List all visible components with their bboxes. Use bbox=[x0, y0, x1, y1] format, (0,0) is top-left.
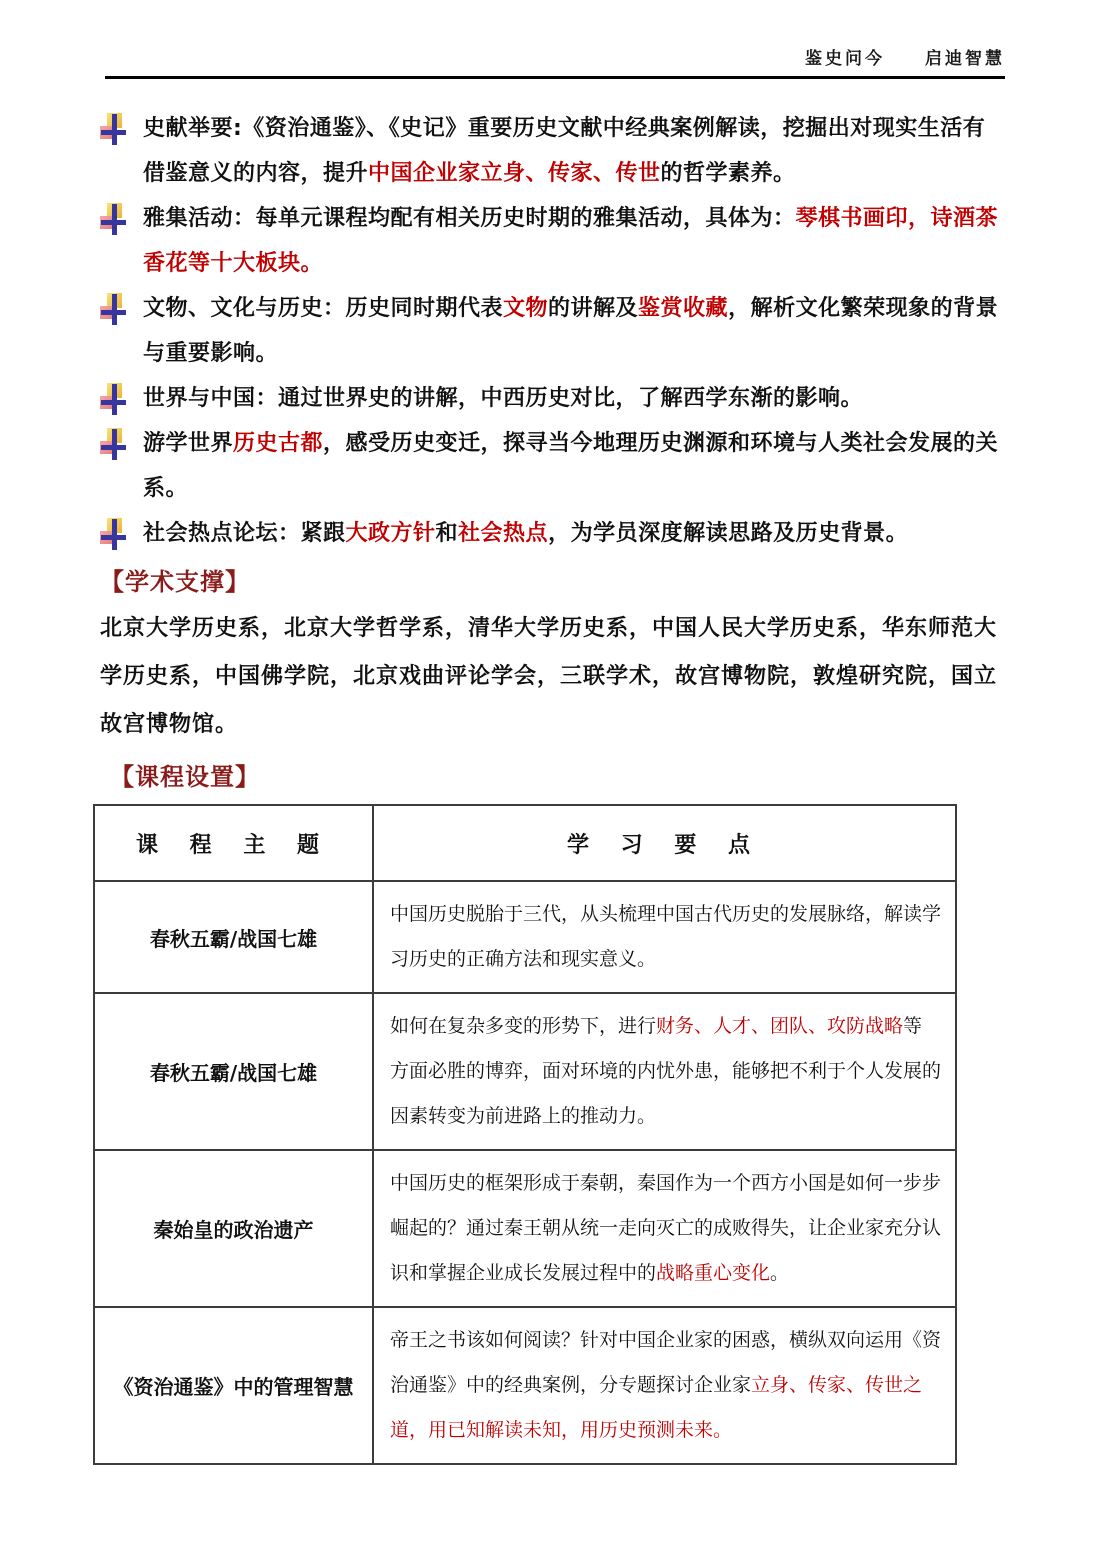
text-segment: ，感受历史变迁，探寻当今地理历史渊源和环境与人类社会发展的关系。 bbox=[143, 431, 999, 501]
text-segment: 如何在复杂多变的形势下，进行 bbox=[390, 1015, 657, 1037]
text-segment: 雅集活动：每单元课程均配有相关历史时期的雅集活动，具体为： bbox=[143, 206, 796, 231]
text-segment: 大政方针 bbox=[345, 521, 436, 546]
text-segment: 琴棋书画印，诗酒茶香花等十大板块。 bbox=[143, 206, 999, 276]
text-segment: 帝王之书该如何阅读？针对中国企业家的困惑，横纵双向运用《资治通鉴》中的经典案例，分专题探讨企业家 bbox=[390, 1329, 942, 1396]
column-header: 学 习 要 点 bbox=[373, 805, 956, 881]
bullet-text bbox=[143, 106, 1007, 196]
learning-points-cell bbox=[373, 1307, 956, 1464]
plus-bullet-icon bbox=[100, 293, 127, 327]
academic-support-heading: 【学术支撑】 bbox=[100, 568, 250, 596]
bullet-text bbox=[143, 376, 1007, 421]
text-segment: 世界与中国：通过世界史的讲解，中西历史对比，了解西学东渐的影响。 bbox=[143, 386, 864, 411]
bullet-item bbox=[100, 106, 1007, 196]
bullet-text bbox=[143, 196, 1007, 286]
text-segment: 中国历史脱胎于三代，从头梳理中国古代历史的发展脉络，解读学习历史的正确方法和现实意义。 bbox=[390, 903, 942, 970]
text-segment: 立身、传家、传世之道，用已知解读未知，用历史预测未来。 bbox=[390, 1374, 923, 1441]
text-segment: ，解析文化繁荣现象的背景与重要影响。 bbox=[143, 296, 999, 366]
bullet-text bbox=[143, 286, 1007, 376]
bullet-item bbox=[100, 196, 1007, 286]
text-segment: 的哲学素养。 bbox=[660, 161, 796, 186]
academic-support-body: 北京大学历史系，北京大学哲学系，清华大学历史系，中国人民大学历史系，华东师范大学历史系，中国佛学院，北京戏曲评论学会，三联学术，故宫博物院，敦煌研究院，国立故宫博物馆。 bbox=[100, 616, 998, 737]
text-segment: 中国企业家立身、传家、传世 bbox=[368, 161, 661, 186]
course-table bbox=[93, 804, 957, 1465]
text-segment: ，为学员深度解读思路及历史背景。 bbox=[548, 521, 909, 546]
course-table-body bbox=[94, 881, 956, 1464]
page-header-title: 鉴史问今 启迪智慧 bbox=[805, 49, 1005, 69]
table-row bbox=[94, 993, 956, 1150]
table-row bbox=[94, 1150, 956, 1307]
text-segment: 社会热点 bbox=[458, 521, 549, 546]
text-segment: 游学世界 bbox=[143, 431, 234, 456]
text-segment: 战略重心变化 bbox=[656, 1262, 771, 1284]
text-segment: 和 bbox=[435, 521, 459, 546]
table-row bbox=[94, 1307, 956, 1464]
text-segment: 等方面必胜的博弈，面对环境的内忧外患，能够把不利于个人发展的因素转变为前进路上的推动力。 bbox=[390, 1015, 942, 1127]
bullet-item bbox=[100, 421, 1007, 511]
learning-points-cell bbox=[373, 993, 956, 1150]
text-segment: 社会热点论坛：紧跟 bbox=[143, 521, 346, 546]
text-segment: 鉴赏收藏 bbox=[638, 296, 729, 321]
text-segment: 文物 bbox=[503, 296, 549, 321]
text-segment: 史献举要:《资治通鉴》、《史记》重要历史文献中经典案例解读，挖掘出对现实生活有借鉴意义的内容，提升 bbox=[143, 116, 986, 186]
course-theme-cell: 秦始皇的政治遗产 bbox=[94, 1150, 373, 1307]
bullet-item bbox=[100, 376, 1007, 421]
header-rule bbox=[105, 76, 1005, 79]
learning-points-cell bbox=[373, 1150, 956, 1307]
text-segment: 的讲解及 bbox=[548, 296, 639, 321]
table-row bbox=[94, 881, 956, 993]
plus-bullet-icon bbox=[100, 518, 127, 552]
plus-bullet-icon bbox=[100, 428, 127, 462]
course-theme-cell: 春秋五霸/战国七雄 bbox=[94, 881, 373, 993]
plus-bullet-icon bbox=[100, 113, 127, 147]
learning-points-cell bbox=[373, 881, 956, 993]
document-body bbox=[100, 106, 1007, 1465]
course-setup-heading: 【课程设置】 bbox=[110, 763, 260, 791]
course-theme-cell: 《资治通鉴》中的管理智慧 bbox=[94, 1307, 373, 1464]
plus-bullet-icon bbox=[100, 203, 127, 237]
bullet-text bbox=[143, 511, 1007, 556]
text-segment: 财务、人才、团队、攻防战略 bbox=[656, 1015, 904, 1037]
bullet-item bbox=[100, 286, 1007, 376]
text-segment: 文物、文化与历史：历史同时期代表 bbox=[143, 296, 504, 321]
course-table-head-row bbox=[94, 805, 956, 881]
text-segment: 历史古都 bbox=[233, 431, 324, 456]
bullet-list bbox=[100, 106, 1007, 556]
bullet-item bbox=[100, 511, 1007, 556]
text-segment: 中国历史的框架形成于秦朝，秦国作为一个西方小国是如何一步步崛起的？通过秦王朝从统一走向灭亡的成败得失，让企业家充分认识和掌握企业成长发展过程中的 bbox=[390, 1172, 942, 1284]
plus-bullet-icon bbox=[100, 383, 127, 417]
course-theme-cell: 春秋五霸/战国七雄 bbox=[94, 993, 373, 1150]
text-segment: 。 bbox=[770, 1262, 790, 1284]
bullet-text bbox=[143, 421, 1007, 511]
column-header: 课 程 主 题 bbox=[94, 805, 373, 881]
